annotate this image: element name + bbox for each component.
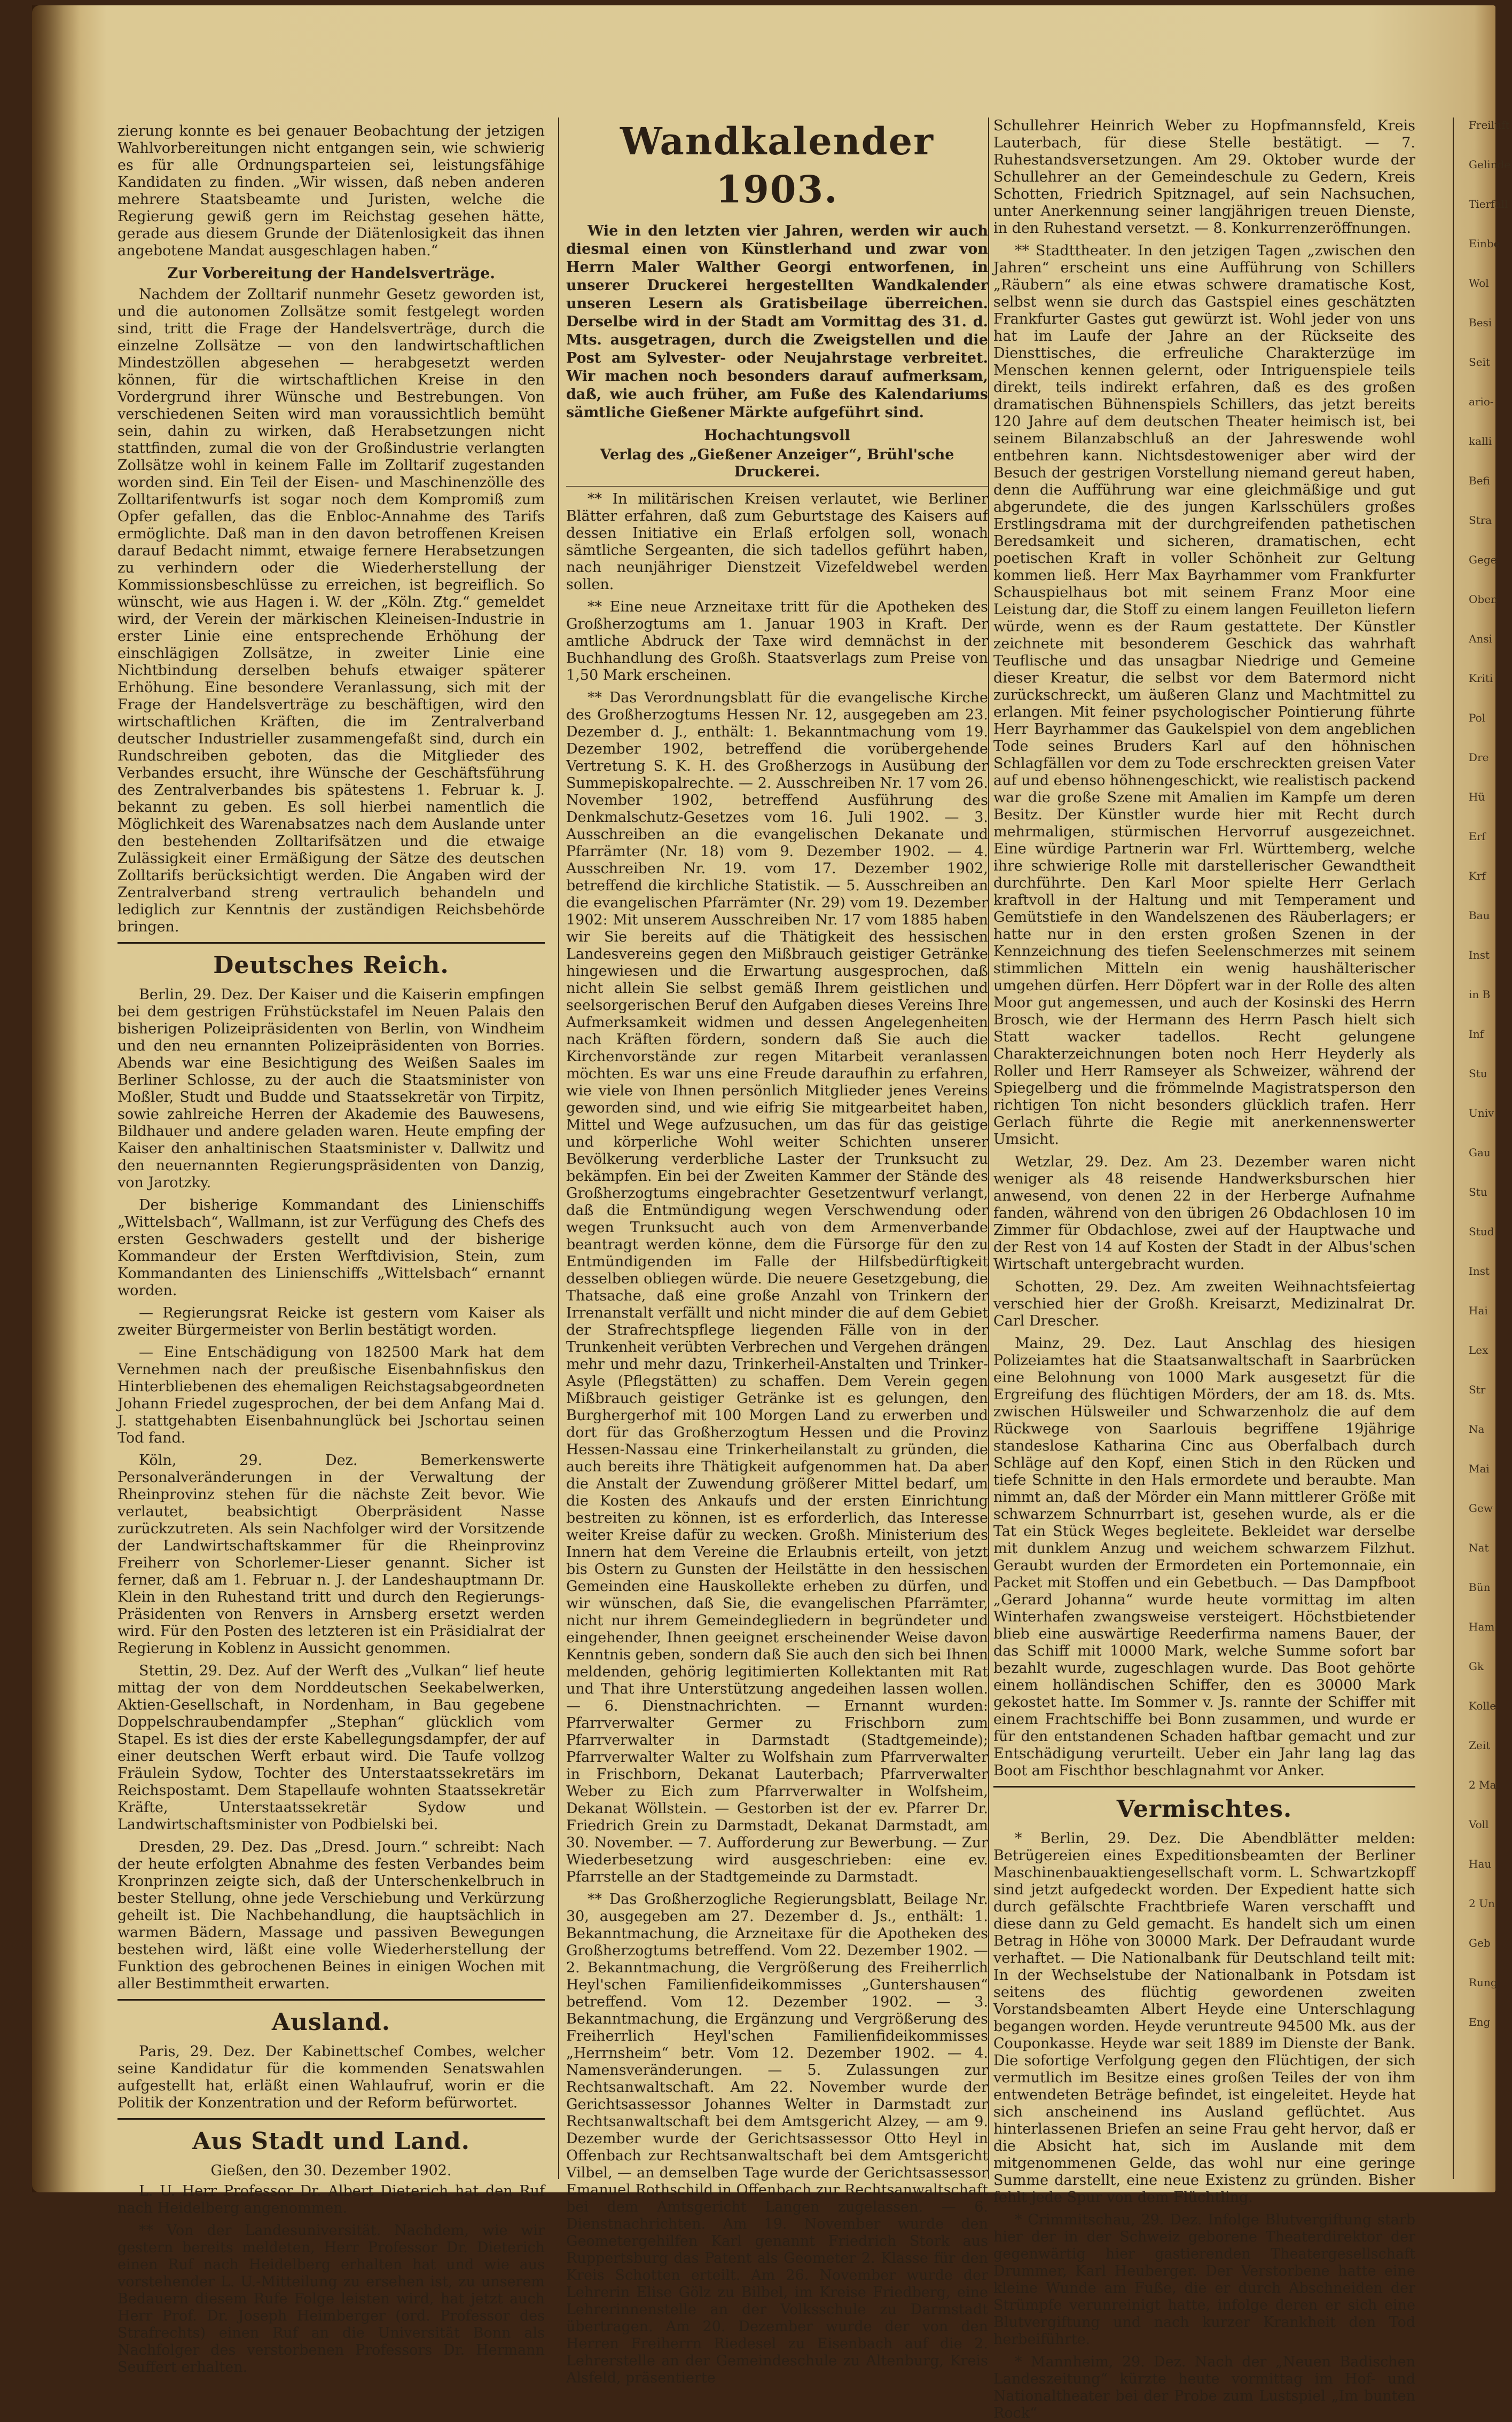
news-koeln: Köln, 29. Dez. Bemerkenswerte Personalveränderungen in der Verwaltung der Rheinprovinz stehen für die nächste Zeit bevor. Wie verlautet, beabsichtigt Oberpräsident Nasse zurückzutreten. Als sein Nachfolger wird der Vorsitzende der Landwirtschaftskammer für die Rheinprovinz Freiherr von Schorlemer-Lieser genannt. Sicher ist ferner, daß am 1. Februar n. J. der Landeshauptmann Dr. Klein in den Ruhestand tritt und durch den Regierungs-Präsidenten von Renvers in Arnsberg ersetzt werden wird. Für den Posten des letzteren ist ein Präsidialrat der Regierung in Koblenz in Aussicht genommen.	[117, 1452, 545, 1657]
news-dieterich: L. U. Herr Professor Dr. Albert Dieterich hat den Ruf nach Heidelberg angenommen.	[117, 2183, 545, 2216]
column-4-cropped	[1469, 117, 1511, 2174]
article-handelsvertraege: Nachdem der Zolltarif nunmehr Gesetz geworden ist, und die autonomen Zollsätze somit festgelegt worden sind, tritt die Frage der Handelsverträge, durch die einzelne Zollsätze — von den landwirtschaftlichen Mindestzöllen abgesehen — herabgesetzt werden können, für die wirtschaftlichen Kreise in den Vordergrund ihrer Wünsche und Bestrebungen. Von verschiedenen Seiten wird man voraussichtlich bemüht sein, dahin zu wirken, daß Herabsetzungen nicht stattfinden, zumal die von der Großindustrie verlangten Zollsätze wohl in keinem Falle im Zolltarif zugestanden worden sind. Ein Teil der Eisen- und Maschinenzölle des Zolltarifentwurfs ist sogar noch dem Kompromiß zum Opfer gefallen, das die Enbloc-Annahme des Tarifs ermöglichte. Daß man in den davon betroffenen Kreisen darauf Bedacht nimmt, etwaige fernere Herabsetzungen zu verhindern oder die Wiederherstellung der Kommissionsbeschlüsse zu erreichen, ist begreiflich. So wünscht, wie aus Hagen i. W. der „Köln. Ztg.“ gemeldet wird, der Verein der märkischen Kleineisen-Industrie in erster Linie eine entsprechende Erhöhung der einschlägigen Zollsätze, in zweiter Linie eine Nichtbindung derselben behufs etwaiger späterer Erhöhung. Eine besondere Veranlassung, sich mit der Frage der Handelsverträge zu beschäftigen, wird den wirtschaftlichen Kräften, die im Zentralverband deutscher Industrieller zusammengefaßt sind, durch ein Rundschreiben geboten, das die Mitglieder des Verbandes ersucht, ihre Wünsche der Geschäftsführung des Zentralverbandes bis spätestens 1. Februar k. J. bekannt zu geben. Es soll hierbei namentlich die Möglichkeit des Warenabsatzes nach dem Auslande unter den bestehenden Zolltarifsätzen und die etwaige Zulässigkeit einer Ermäßigung der Sätze des deutschen Zolltarifs berücksichtigt werden. Die Angaben wird der Zentralverband streng vertraulich behandeln und lediglich zur Kenntnis der zuständigen Reichsbehörde bringen.	[117, 286, 545, 935]
cropped-fragment: Befi	[1469, 474, 1490, 487]
cropped-fragment: Pol	[1469, 711, 1486, 724]
cropped-fragment: Hü	[1469, 790, 1485, 803]
cropped-fragment: Geb	[1469, 1937, 1491, 1949]
cropped-fragment: Ansi	[1469, 632, 1492, 645]
cropped-fragment: Str	[1469, 1383, 1486, 1396]
cropped-fragment: Nat	[1469, 1541, 1489, 1554]
cropped-fragment: Bün	[1469, 1581, 1491, 1594]
cropped-fragment: Besi	[1469, 316, 1492, 329]
news-mannheim: * Mannheim, 29. Dez. Nach der „Neuen Badischen Landeszeitung“ kürzte heute vormittag im Hof- und Nationaltheater bei der Probe zum Lustspiel „Im bunten Rock“	[993, 2354, 1415, 2421]
divider	[117, 942, 545, 944]
cropped-fragment: Na	[1469, 1423, 1485, 1436]
notice-signature-publisher: Verlag des „Gießener Anzeiger“, Brühl'sche Druckerei.	[600, 446, 954, 480]
section-heading-vermischtes: Vermischtes.	[1116, 1796, 1292, 1823]
news-stettin: Stettin, 29. Dez. Auf der Werft des „Vulkan“ lief heute mittag der von dem Norddeutschen Seekabelwerken, Aktien-Gesellschaft, in Nordenham, in Bau gegebene Doppelschraubendampfer „Stephan“ glücklich vom Stapel. Es ist dies der erste Kabellegungsdampfer, der auf einer deutschen Werft erbaut wird. Die Taufe vollzog Fräulein Sydow, Tochter des Unterstaatssekretärs im Reichspostamt. Dem Stapellaufe wohnten Staatssekretär Kräfte, Unterstaatssekretär Sydow und Landwirtschaftsminister von Podbielski bei.	[117, 1663, 545, 1833]
news-arzneitaxe: ** Eine neue Arzneitaxe tritt für die Apotheken des Großherzogtums am 1. Januar 1903 in Kraft. Der amtliche Abdruck der Taxe wird demnächst in der Buchhandlung des Großh. Staatsverlags zum Preise von 1,50 Mark erscheinen.	[566, 599, 988, 684]
cropped-fragment: Kriti	[1469, 672, 1493, 685]
news-reicke: — Regierungsrat Reicke ist gestern vom Kaiser als zweiter Bürgermeister von Berlin bestätigt worden.	[117, 1305, 545, 1338]
cropped-fragment: Inst	[1469, 1265, 1490, 1277]
section-heading-ausland: Ausland.	[271, 2009, 391, 2036]
cropped-fragment: Gelinde	[1469, 158, 1511, 171]
dateline: Gießen, den 30. Dezember 1902.	[210, 2162, 452, 2179]
news-dresden: Dresden, 29. Dez. Das „Dresd. Journ.“ schreibt: Nach der heute erfolgten Abnahme des festen Verbandes beim Kronprinzen zeigte sich, daß der Unterschenkelbruch in bester Stellung, ohne jede Verschiebung und Verkürzung geheilt ist. Die Nachbehandlung, die hauptsächlich in warmen Bädern, Massage und passiven Bewegungen bestehen wird, läßt eine volle Wiederherstellung der Funktion des gebrochenen Beines in einigen Wochen mit aller Bestimmtheit erwarten.	[117, 1839, 545, 1992]
divider	[566, 486, 988, 487]
cropped-fragment: Stu	[1469, 1186, 1487, 1198]
cropped-fragment: Bau	[1469, 909, 1490, 922]
cropped-fragment: Gege	[1469, 553, 1497, 566]
cropped-fragment: Stud	[1469, 1225, 1494, 1238]
cropped-fragment: Hai	[1469, 1304, 1488, 1317]
cropped-fragment: Eng	[1469, 2016, 1491, 2028]
divider	[117, 2118, 545, 2120]
column-3	[993, 117, 1415, 2421]
column-rule	[988, 117, 989, 2179]
column-rule	[1453, 117, 1454, 2179]
cropped-fragment: Kolle	[1469, 1699, 1497, 1712]
news-regierungsblatt: ** Das Großherzogliche Regierungsblatt, Beilage Nr. 30, ausgegeben am 27. Dezember d. Js., enthält: 1. Bekanntmachung, die Arzneitaxe für die Apotheken des Großherzogtums betreffend. Vom 22. Dezember 1902. — 2. Bekanntmachung, die Vergrößerung des Freiherrlich Heyl'schen Familienfideikommisses „Guntershausen“ betreffend. Vom 12. Dezember 1902. — 3. Bekanntmachung, die Ergänzung und Vergrößerung des Freiherrlich Heyl'schen Familienfideikommisses „Herrnsheim“ betr. Vom 12. Dezember 1902. — 4. Namensveränderungen. — 5. Zulassungen zur Rechtsanwaltschaft. Am 22. November wurde der Gerichtsassessor Johannes Welter in Darmstadt zur Rechtsanwaltschaft bei dem Amtsgericht Alzey, — am 9. Dezember wurde der Gerichtsassessor Otto Heyl in Offenbach zur Rechtsanwaltschaft bei dem Amtsgericht Vilbel, — an demselben Tage wurde der Gerichtsassessor Emanuel Rothschild in Offenbach zur Rechtsanwaltschaft bei dem Amtsgericht Langen zugelassen. — 6. Dienstnachrichten. Am 19. November wurde den Geometergehilfen Karl genannt Friedrich Stork aus Ruppertsburg das Patent als Geometer 2. Klasse für den Kreis Schotten erteilt. Am 26. November wurde der Lehrerin Elise Gölz zu Bilbel, im Kreise Friedberg, eine Lehrerinnenstelle an der Volksschule zu Darmstadt übertragen. Am 20. Dezember wurde der von den Herren Freiherrn Riedesel zu Eisenbach auf die 2. Lehrerstelle an der Gemeindeschule zu Altenburg, Kreis Alsfeld, präsentierte	[566, 1891, 988, 2386]
cropped-fragment: Gau	[1469, 1146, 1491, 1159]
cropped-fragment: Voll	[1469, 1818, 1489, 1831]
news-schotten: Schotten, 29. Dez. Am zweiten Weihnachtsfeiertag verschied hier der Großh. Kreisarzt, Medizinalrat Dr. Carl Drescher.	[993, 1279, 1415, 1329]
news-landesuniversitaet: ** Von der Landesuniversität. Nachdem, wie wir gestern bereits meldeten, Herr Professor Dr. Dieterich einen Ruf nach Heidelberg erhalten hat und wie aus vorstehender L. U.-Mitteilung zu ersehen ist, zu unserem Bedauern diesem Rufe Folge leisten wird, hat jetzt auch Herr Prof. Dr. Joseph Heimberger (ord. Professor des Strafrechts) einen Ruf an die Universität Bonn als Nachfolger des verstorbenen Professors Dr. Hermann Seuffert erhalten.	[117, 2222, 545, 2376]
cropped-fragment: kalli	[1469, 435, 1492, 448]
cropped-fragment: Rung	[1469, 1976, 1498, 1989]
cropped-fragment: Gk	[1469, 1660, 1484, 1673]
cropped-fragment: Freiluft	[1469, 119, 1510, 131]
cropped-fragment: Stu	[1469, 1067, 1487, 1080]
news-berlin-vermischtes: * Berlin, 29. Dez. Die Abendblätter melden: Betrügereien eines Expeditionsbeamten der Berliner Maschinenbauaktiengesellschaft vorm. L. Schwartzkopff sind jetzt aufgedeckt worden. Der Expedient hatte sich durch gefälschte Frachtbriefe Waren verschafft und diese dann zu Geld gemacht. Es handelt sich um einen Betrag in Höhe von 30000 Mark. Der Defraudant wurde verhaftet. — Die Nationalbank für Deutschland teilt mit: In der Wechselstube der Nationalbank in Potsdam ist seitens des flüchtig gewordenen zweiten Vorstandsbeamten Albert Heyde eine Unterschlagung begangen worden. Heyde veruntreute 94500 Mk. aus der Couponkasse. Heyde war seit 1889 im Dienste der Bank. Die sofortige Verfolgung gegen den Flüchtigen, der sich vermutlich im Besitze eines großen Teiles der von ihm entwendeten Beträge befindet, ist eingeleitet. Heyde hat sich anscheinend ins Ausland geflüchtet. Aus hinterlassenen Briefen an seine Frau geht hervor, daß er die Absicht hat, sich im Auslande mit dem mitgenommenen Gelde, das wohl nur eine geringe Summe darstellt, eine neue Existenz zu gründen. Bisher fehlt jede Spur von dem Flüchtling.	[993, 1830, 1415, 2206]
cropped-fragment: Oben	[1469, 593, 1498, 606]
cropped-fragment: Seit	[1469, 356, 1490, 369]
wandkalender-heading: Wandkalender 1903.	[620, 119, 934, 211]
cropped-fragment: ario-	[1469, 395, 1494, 408]
cropped-fragment: Lex	[1469, 1344, 1489, 1357]
news-verordnungsblatt: ** Das Verordnungsblatt für die evangelische Kirche des Großherzogtums Hessen Nr. 12, ausgegeben am 23. Dezember d. J., enthält: 1. Bekanntmachung vom 19. Dezember 1902, betreffend die vorübergehende Vertretung S. K. H. des Großherzogs in Ausübung der Summepiskopalrechte. — 2. Ausschreiben Nr. 17 vom 26. November 1902, betreffend Ausführung des Denkmalschutz-Gesetzes vom 16. Juli 1902. — 3. Ausschreiben an die evangelischen Dekanate und Pfarrämter (Nr. 18) vom 9. Dezember 1902. — 4. Ausschreiben Nr. 19. vom 17. Dezember 1902, betreffend die kirchliche Statistik. — 5. Ausschreiben an die evangelischen Pfarrämter (Nr. 29) vom 19. Dezember 1902: Mit unserem Ausschreiben Nr. 17 vom 1885 haben wir Sie bereits auf die Thätigkeit des hessischen Landesvereins gegen den Mißbrauch geistiger Getränke hingewiesen und die Erwartung ausgesprochen, daß nicht allein Sie selbst gemäß Ihrem geistlichen und seelsorgerischen Beruf den Aufgaben dieses Vereins Ihre Aufmerksamkeit widmen und dessen Angelegenheiten nach Kräften fördern, sondern daß Sie auch die Kirchenvorstände zur regen Mitarbeit veranlassen möchten. Es war uns eine Freude daraufhin zu erfahren, wie viele von Ihnen persönlich Mitglieder jenes Vereins geworden sind, und wie eifrig Sie mitgearbeitet haben, Mittel und Wege aufzusuchen, um das für das geistige und körperliche Wohl weiter Schichten unserer Bevölkerung verderbliche Laster der Trunksucht zu bekämpfen. Ein bei der Zweiten Kammer der Stände des Großherzogtums eingebrachter Gesetzentwurf verlangt, daß die Entmündigung wegen Verschwendung oder wegen Trunksucht auch von dem Armenverbande beantragt werden könne, dem die Fürsorge für den zu Entmündigenden im Falle der Hilfsbedürftigkeit desselben obliegen würde. Die neuere Gesetzgebung, die Thatsache, daß eine große Anzahl von Trinkern der Irrenanstalt verfällt und nicht minder die auf dem Gebiet der Strafrechtspflege liegenden Fälle von in der Trunkenheit verübten Verbrechen und Vergehen drängen mehr und mehr dazu, Trinkerheil-Anstalten und Trinker-Asyle (Pflegstätten) zu schaffen. Dem Verein gegen Mißbrauch geistiger Getränke ist es gelungen, den Burghergerhof mit 100 Morgen Land zu erwerben und dort für das Großherzogtum Hessen und die Provinz Hessen-Nassau eine Trinkerheilanstalt zu gründen, die auch bereits ihre Thätigkeit aufgenommen hat. Da aber die Anstalt der Zuwendung größerer Mittel bedarf, um die Kosten des Ankaufs und der ersten Einrichtung bestreiten zu können, ist es erforderlich, das Interesse weiter Kreise dafür zu wecken. Großh. Ministerium des Innern hat dem Vereine die Erlaubnis erteilt, von jetzt bis Ostern zu Gunsten der Heilstätte in den hessischen Gemeinden eine Hauskollekte erheben zu dürfen, und wir wünschen, daß Sie, die evangelischen Pfarrämter, nicht nur ihrem Gemeindegliedern in begründeter und eingehender, Ihnen geeignet erscheinender Weise davon Kenntnis geben, sondern daß Sie auch den sich bei Ihnen meldenden, gehörig legitimierten Kollektanten mit Rat und That ihre Unterstützung angedeihen lassen wollen. — 6. Dienstnachrichten. — Ernannt wurden: Pfarrverwalter Germer zu Frischborn zum Pfarrverwalter in Darmstadt (Stadtgemeinde); Pfarrverwalter Walter zu Wolfshain zum Pfarrverwalter in Frischborn, Dekanat Lauterbach; Pfarrverwalter Weber zu Eich zum Pfarrverwalter in Wolfsheim, Dekanat Wöllstein. — Gestorben ist der ev. Pfarrer Dr. Friedrich Grein zu Darmstadt, Dekanat Darmstadt, am 30. November. — 7. Aufforderung zur Bewerbung. — Zur Wiederbesetzung wird ausgeschrieben: eine ev. Pfarrstelle an der Stadtgemeinde zu Darmstadt.	[566, 689, 988, 1885]
news-crimmitschau: * Crimmitschau, 29. Dez. Infolge Blutvergiftung starb hier der in der Schweiz geborene Theaterdirektor der gegenwärtig hier gastierenden Theatergesellschaft Drummer, Karl Heuberger. Der Verstorbene hatte eine kleine Wunde am Fuße, die er durch Abschneiden der Strümpfe verunreinigt hatte, infolge deren er sich eine Blutvergiftung und nach kurzer Krankheit den Tod herbeiführte.	[993, 2212, 1415, 2348]
column-1	[117, 123, 545, 2376]
cropped-fragment: Univ	[1469, 1107, 1494, 1119]
news-militaer: ** In militärischen Kreisen verlautet, wie Berliner Blätter erfahren, daß zum Geburtstage des Kaisers auf dessen Initiative ein Erlaß erfolgen soll, wonach sämtliche Sergeanten, die sich tadellos geführt haben, nach neunjähriger Dienstzeit Vizefeldwebel werden sollen.	[566, 491, 988, 593]
cropped-fragment: 2 Ma	[1469, 1778, 1497, 1791]
cropped-fragment: 2 Un	[1469, 1897, 1495, 1910]
page-spine-shadow	[32, 5, 80, 2192]
heading-handelsvertraege: Zur Vorbereitung der Handelsverträge.	[167, 264, 495, 282]
news-wetzlar: Wetzlar, 29. Dez. Am 23. Dezember waren nicht weniger als 48 reisende Handwerksburschen hier anwesend, von denen 22 in der Herberge Aufnahme fanden, während von den übrigen 26 Obdachlosen 10 im Zimmer für Obdachlose, zwei auf der Hauptwache und der Rest von 14 auf Kosten der Stadt in der Albus'schen Wirtschaft untergebracht wurden.	[993, 1154, 1415, 1273]
notice-signature-greeting: Hochachtungsvoll	[704, 427, 850, 444]
divider	[993, 1786, 1415, 1788]
news-mainz: Mainz, 29. Dez. Laut Anschlag des hiesigen Polizeiamtes hat die Staatsanwaltschaft in Saarbrücken eine Belohnung von 1000 Mark ausgesetzt für die Ergreifung des flüchtigen Mörders, der am 18. ds. Mts. zwischen Hülsweiler und Schwarzenholz die auf dem Rückwege von Saarlouis begriffene 19jährige standeslose Katharina Cinc aus Oberfalbach durch Schläge auf den Kopf, einen Stich in den Rücken und tiefe Schnitte in den Hals ermordete und beraubte. Man nimmt an, daß der Mörder ein Mann mittlerer Größe mit schwarzem Schnurrbart ist, gesehen wurde, als er die Tat ein Stück Weges begleitete. Bekleidet war derselbe mit dunklem Anzug und weichem schwarzem Filzhut. Geraubt wurden der Ermordeten ein Portemonnaie, ein Packet mit Stoffen und ein Gebetbuch. — Das Dampfboot „Gerard Johanna“ wurde heute vormittag im alten Winterhafen zwangsweise versteigert. Höchstbietender blieb eine auswärtige Reederfirma namens Bauer, der das Schiff mit 10000 Mark, welche Summe sofort bar bezahlt wurde, zugeschlagen wurde. Das Boot gehörte einem holländischen Schiffer, den es 30000 Mark gekostet hatte. Im Sommer v. Js. rannte der Schiffer mit einem Frachtschiffe bei Bonn zusammen, und wurde er für den entstandenen Schaden haftbar gemacht und zur Entschädigung verurteilt. Ueber ein Jahr lang lag das Boot am Fischthor beschlagnahmt vor Anker.	[993, 1335, 1415, 1779]
news-paris: Paris, 29. Dez. Der Kabinettschef Combes, welcher seine Kandidatur für die kommenden Senatswahlen aufgestellt hat, erläßt einen Wahlaufruf, worin er die Politik der Konzentration und der Reform befürwortet.	[117, 2043, 545, 2111]
article-continuation: zierung konnte es bei genauer Beobachtung der jetzigen Wahlvorbereitungen nicht entgangen sein, wie schwierig es für alle Ordnungsparteien sei, leistungsfähige Kandidaten zu finden. „Wir wissen, daß neben anderen mehrere Staatsbeamte und Juristen, welche die Regierung gewiß gern im Reichstag gesehen hätte, gerade aus diesem Grunde der Diätenlosigkeit das ihnen angebotene Mandat ausgeschlagen haben.“	[117, 123, 545, 259]
cropped-fragment: Inf	[1469, 1028, 1484, 1040]
cropped-fragment: Stra	[1469, 514, 1492, 527]
divider	[117, 1999, 545, 2001]
news-kommandant: Der bisherige Kommandant des Linienschiffs „Wittelsbach“, Wallmann, ist zur Verfügung des Chefs des ersten Geschwaders gestellt und der bisherige Kommandeur der Ersten Werftdivision, Stein, zum Kommandanten des Linienschiffs „Wittelsbach“ ernannt worden.	[117, 1197, 545, 1299]
cropped-fragment: Mai	[1469, 1462, 1490, 1475]
column-2	[566, 117, 988, 2386]
news-weber-continuation: Schullehrer Heinrich Weber zu Hopfmannsfeld, Kreis Lauterbach, für diese Stelle bestätigt. — 7. Ruhestandsversetzungen. Am 29. Oktober wurde der Schullehrer an der Gemeindeschule zu Gedern, Kreis Schotten, Friedrich Spitznagel, auf sein Nachsuchen, unter Anerkennung seiner langjährigen treuen Dienste, in den Ruhestand versetzt. — 8. Konkurrenzeröffnungen.	[993, 117, 1415, 237]
cropped-fragment: Einbe	[1469, 237, 1500, 250]
newspaper-page	[32, 5, 1511, 2421]
cropped-fragment: Gew	[1469, 1502, 1493, 1515]
cropped-fragment: Krf	[1469, 869, 1486, 882]
cropped-fragment: Wol	[1469, 277, 1489, 289]
cropped-fragment: Inst	[1469, 949, 1490, 961]
section-heading-stadt-und-land: Aus Stadt und Land.	[192, 2128, 470, 2155]
cropped-fragments	[1469, 117, 1511, 2029]
cropped-fragment: Erf	[1469, 830, 1486, 843]
news-stadttheater: ** Stadttheater. In den jetzigen Tagen „zwischen den Jahren“ erscheint uns eine Aufführung von Schillers „Räubern“ als eine etwas schwere dramatische Kost, selbst wenn sie durch das Gastspiel eines geschätzten Frankfurter Gastes gut gewürzt ist. Wohl jeder von uns hat im Laufe der Jahre an der Rückseite des Diensttisches, die erfreuliche Charakterzüge im Menschen kennen gelernt, oder Intriguenspiele teils direkt, teils indirekt erfahren, daß es des großen dramatischen Bühnenspiels Schillers, das jetzt bereits 120 Jahre auf dem deutschen Theater heimisch ist, bei seinem Bilanzabschluß an der Jahreswende wohl entbehren kann. Nichtsdestoweniger aber wird der Besuch der gestrigen Vorstellung niemand gereut haben, denn die Aufführung war eine gleichmäßige und gut abgerundete, die des jungen Karlsschülers großes Erstlingsdrama mit der durchgreifenden pathetischen Beredsamkeit und sicheren, dramatischen, echt poetischen Kraft in voller Schönheit zur Geltung kommen ließ. Herr Max Bayrhammer vom Frankfurter Schauspielhaus bot mit seinem Franz Moor eine Leistung dar, die Stoff zu einem langen Feuilleton liefern würde, wenn es der Raum gestattete. Der Künstler zeichnete mit besonderem Geschick das wahrhaft Teuflische und das unsagbar Niedrige und Gemeine dieser Kreatur, die selbst vor dem Batermord nicht zurückschreckt, um äußeren Glanz und Machtmittel zu erlangen. Mit feiner psychologischer Pointierung führte Herr Bayrhammer das Gaukelspiel von dem angeblichen Tode seines Bruders Karl auf den höhnischen Schlagfällen vor dem zu Tode erschreckten greisen Vater auf und ebenso höhnengeschickt, wie realistisch packend war die große Szene mit Amalien im Kampfe um deren Besitz. Der Künstler wurde hier mit Recht durch mehrmaligen, stürmischen Hervorruf ausgezeichnet. Eine würdige Partnerin war Frl. Württemberg, welche ihre schwierige Rolle mit darstellerischer Gewandtheit durchführte. Den Karl Moor spielte Herr Gerlach kraftvoll in der Haltung und mit Temperament und Gemütstiefe in den Wandelszenen des Räuberlagers; er hatte nur in den ersten großen Szenen in der Kennzeichnung des tiefen Seelenschmerzes mit seinem stimmlichen Mitteln ein wenig haushälterischer umgehen dürfen. Herr Döpfert war in der Rolle des alten Moor gut angemessen, und auch der Kosinski des Herrn Brosch, wie der Hermann des Herrn Pasch hielt sich Statt wacker tadellos. Recht gelungene Charakterzeichnungen boten noch Herr Heyderly als Roller und Herr Ramseyer als Schweizer, während der Spiegelberg und die frömmelnde Magistratsperson den richtigen Ton nicht besonders glücklich trafen. Herr Gerlach führte die Regie mit anerkennenswerter Umsicht.	[993, 242, 1415, 1148]
cropped-fragment: Dre	[1469, 751, 1489, 764]
section-heading-deutsches-reich: Deutsches Reich.	[213, 952, 449, 979]
news-entschaedigung: — Eine Entschädigung von 182500 Mark hat dem Vernehmen nach der preußische Eisenbahnfiskus den Hinterbliebenen des ehemaligen Reichstagsabgeordneten Johann Friedel zugesprochen, der bei dem Anfang Mai d. J. stattgehabten Eisenbahnunglück bei Jschortau seinen Tod fand.	[117, 1344, 545, 1446]
cropped-fragment: Ham	[1469, 1620, 1495, 1633]
news-berlin: Berlin, 29. Dez. Der Kaiser und die Kaiserin empfingen bei dem gestrigen Frühstückstafel im Neuen Palais den bisherigen Polizeipräsidenten von Berlin, von Windheim und den neu ernannten Polizeipräsidenten von Borries. Abends war eine Besichtigung des Weißen Saales im Berliner Schlosse, zu der auch die Staatsminister von Moßler, Studt und Budde und Staatssekretär von Tirpitz, sowie zahlreiche Herren der Akademie des Bauwesens, Bildhauer und andere geladen waren. Heute empfing der Kaiser den anhaltinischen Staatsminister v. Dallwitz und den neuernannten Regierungspräsidenten von Danzig, von Jarotzky.	[117, 986, 545, 1191]
cropped-fragment: Hau	[1469, 1857, 1492, 1870]
cropped-fragment: Zeit	[1469, 1739, 1491, 1752]
cropped-fragment: Tierfall	[1469, 198, 1508, 210]
column-rule	[558, 117, 559, 2179]
wandkalender-notice: Wie in den letzten vier Jahren, werden wir auch diesmal einen von Künstlerhand und zwar von Herrn Maler Walther Georgi entworfenen, in unserer Druckerei hergestellten Wandkalender unseren Lesern als Gratisbeilage überreichen. Derselbe wird in der Stadt am Vormittag des 31. d. Mts. ausgetragen, durch die Zweigstellen und die Post am Sylvester- oder Neujahrstage verbreitet. Wir machen noch besonders darauf aufmerksam, daß, wie auch früher, am Fuße des Kalendariums sämtliche Gießener Märkte aufgeführt sind.	[566, 223, 988, 421]
cropped-fragment: in B	[1469, 988, 1491, 1001]
